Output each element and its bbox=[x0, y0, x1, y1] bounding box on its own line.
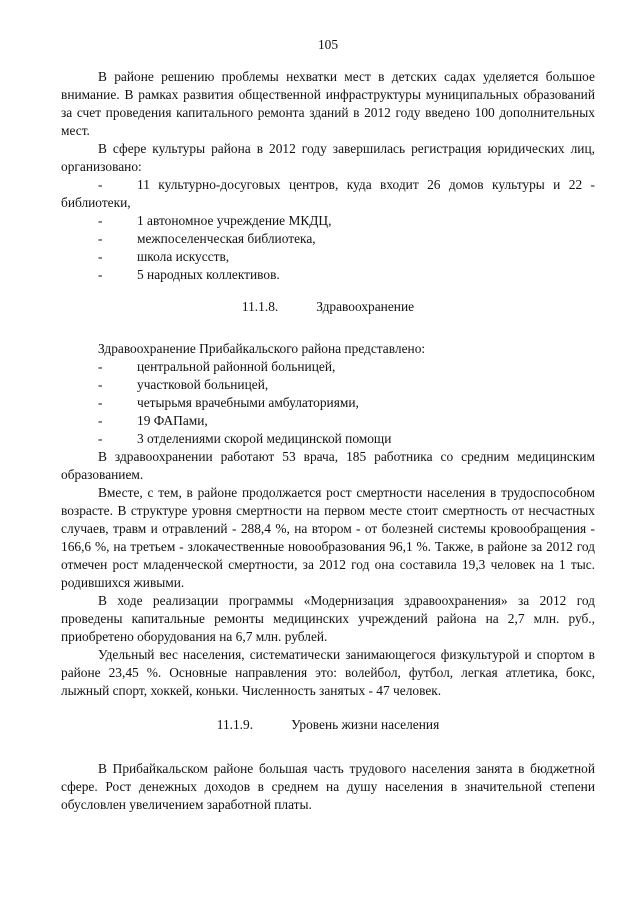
health-list bbox=[61, 358, 595, 448]
list-item: - 5 народных коллективов. bbox=[98, 267, 280, 282]
dash-marker: - bbox=[98, 249, 103, 264]
list-item: - участковой больницей, bbox=[98, 377, 269, 392]
paragraph-doctors: В здравоохранении работают 53 врача, 185 работника со средним медицинским образованием. bbox=[61, 449, 595, 482]
list-item: - 19 ФАПами, bbox=[98, 413, 208, 428]
dash-marker: - bbox=[98, 377, 103, 392]
dash-marker: - bbox=[98, 395, 103, 410]
paragraph-modernization: В ходе реализации программы «Модернизация здравоохранения» за 2012 год проведены капитальные ремонты медицинских учреждений района на 2,7 млн. руб., приобретено оборудования на 6,7 млн. рублей. bbox=[61, 593, 595, 644]
dash-marker: - bbox=[98, 359, 103, 374]
list-item: - центральной районной больницей, bbox=[98, 359, 336, 374]
list-item: - 1 автономное учреждение МКДЦ, bbox=[98, 213, 332, 228]
dash-marker: - bbox=[98, 413, 103, 428]
section-number: 11.1.8. bbox=[241, 299, 279, 314]
paragraph-sport: Удельный вес населения, систематически занимающегося физкультурой и спортом в районе 23,45 %. Основные направления это: волейбол, футбол, легкая атлетика, бокс, лыжный спорт, хоккей, коньки. Численность занятых - 47 человек. bbox=[61, 647, 595, 698]
section-heading-health bbox=[61, 298, 595, 316]
list-item: - школа искусств, bbox=[98, 249, 230, 264]
paragraph-health-lead: Здравоохранение Прибайкальского района представлено: bbox=[98, 341, 426, 356]
list-item: - четырьмя врачебными амбулаториями, bbox=[98, 395, 359, 410]
section-heading-living bbox=[61, 716, 595, 734]
paragraph-living: В Прибайкальском районе большая часть трудового населения занята в бюджетной сфере. Рост денежных доходов в среднем на душу населения в значительной степени обусловлен увеличением заработной платы. bbox=[61, 761, 595, 812]
dash-marker: - bbox=[98, 213, 103, 228]
section-number: 11.1.9. bbox=[216, 717, 254, 732]
culture-list bbox=[61, 176, 595, 284]
section-title: Здравоохранение bbox=[316, 299, 415, 314]
dash-marker: - bbox=[98, 231, 103, 246]
dash-marker: - bbox=[98, 177, 103, 192]
paragraph-kindergartens: В районе решению проблемы нехватки мест в детских садах уделяется большое внимание. В рамках развития общественной инфраструктуры муниципальных образований за счет проведения капитального ремонта зданий в 2012 году введено 100 дополнительных мест. bbox=[61, 69, 595, 138]
list-item: - 11 культурно-досуговых центров, куда входит 26 домов культуры и 22 - библиотеки, bbox=[61, 177, 595, 210]
paragraph-culture: В сфере культуры района в 2012 году завершилась регистрация юридических лиц, организовано: bbox=[61, 141, 595, 174]
dash-marker: - bbox=[98, 267, 103, 282]
dash-marker: - bbox=[98, 431, 103, 446]
paragraph-mortality: Вместе, с тем, в районе продолжается рост смертности населения в трудоспособном возрасте. В структуре уровня смертности на первом месте стоит смертность от несчастных случаев, травм и отравлений - 288,4 %, на втором - от болезней системы кровообращения - 166,6 %, на третьем - злокачественные новообразования 96,1 %. Также, в районе за 2012 год отмечен рост младенческой смертности, за 2012 год она составила 19,3 человек на 1 тыс. родившихся живыми. bbox=[61, 485, 595, 590]
list-item: - 3 отделениями скорой медицинской помощи bbox=[98, 431, 392, 446]
section-title: Уровень жизни населения bbox=[291, 717, 440, 732]
page-number: 105 bbox=[317, 37, 339, 52]
list-item: - межпоселенческая библиотека, bbox=[98, 231, 316, 246]
